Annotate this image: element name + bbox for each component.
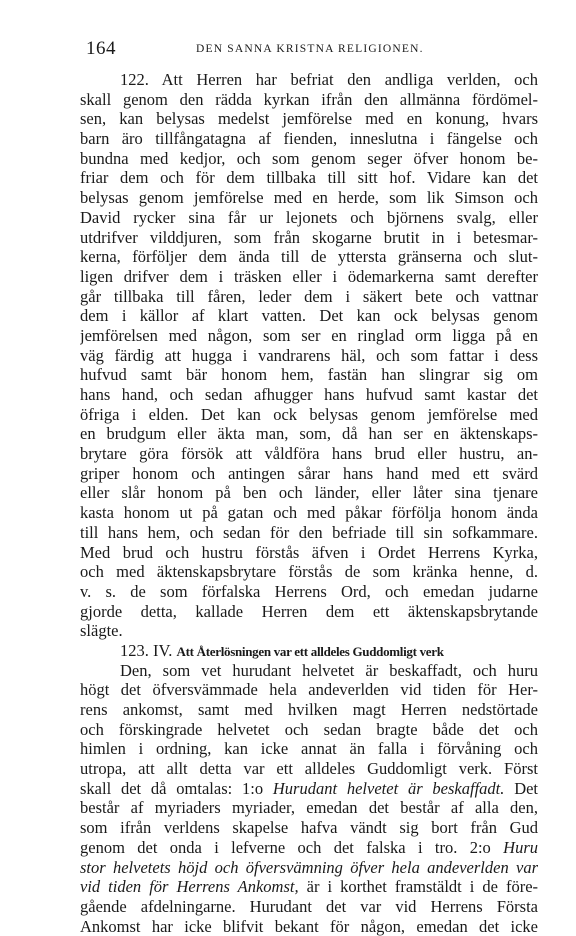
text-line: Den, som vet hurudant helvetet är beskaffadt, och huru	[120, 660, 538, 680]
text-line: gjorde detta, kallade Herren dem ett äktenskapsbrytande	[80, 601, 538, 621]
text-line	[80, 779, 538, 799]
running-head: DEN SANNA KRISTNA RELIGIONEN.	[196, 43, 424, 55]
text-line: och med äktenskapsbrytare förstås de som kränka henne, d.	[80, 562, 538, 582]
text-line: utropa, att allt detta var ett alldeles Guddomligt verk. Först	[80, 759, 538, 779]
italic-run: Hurudant helvetet är beskaffadt.	[272, 778, 505, 798]
italic-run: Huru	[503, 837, 538, 857]
text-line: belysas genom jemförelse med en herde, som lik Simson och	[80, 188, 538, 208]
text-line: och förskingrade helvetet och sedan bragte både det och	[80, 719, 538, 739]
text-line	[80, 858, 538, 878]
text-line: väg färdig att hugga i vandrarens häl, och som fattar i dess	[80, 345, 538, 365]
italic-run: vid tiden för Herrens Ankomst,	[80, 877, 299, 897]
text-run: genom det onda i lefverne och det falska i tro. 2:o	[80, 837, 491, 857]
page-number: 164	[86, 38, 116, 59]
text-line: dem i källor af klart vatten. Det kan ock belysas genom	[80, 306, 538, 326]
text-line: hufvud samt bär honom hem, fastän han slingrar sig om	[80, 365, 538, 385]
text-line: brytare göra försök att våldföra hans brud eller hustru, an-	[80, 444, 538, 464]
text-line: slägte.	[80, 621, 123, 641]
text-line: David rycker sina får ur lejonets och björnens svalg, eller	[80, 207, 538, 227]
text-run: skall det då omtalas: 1:o	[80, 778, 264, 798]
text-line: kerna, förföljer dem ända till de yttersta gränserna och slut-	[80, 247, 538, 267]
text-line: jemförelsen med någon, som ser en ringlad orm ligga på en	[80, 325, 538, 345]
italic-run: stor helvetets höjd och öfversvämning öfver hela andeverlden var	[80, 857, 538, 877]
text-line: rens ankomst, samt med hvilken magt Herren nedstörtade	[80, 700, 538, 719]
text-line: barn äro tillfångatagna af fienden, inneslutna i fängelse och	[80, 129, 538, 149]
section-122	[80, 70, 538, 641]
text-line: Ankomst har icke blifvit bekant för någon, emedan det icke	[80, 916, 538, 936]
section-number: 123. IV.	[120, 640, 173, 660]
text-line: till hans hem, och sedan för den befriade till sin sofkammare.	[80, 522, 538, 542]
text-run: Det	[514, 778, 538, 798]
text-line: kasta honom ut på gatan och med påkar förfölja honom ända	[80, 503, 538, 523]
text-line: v. s. de som förfalska Herrens Ord, och emedan judarne	[80, 581, 538, 601]
body-text	[80, 70, 538, 936]
page-header	[86, 38, 536, 62]
section-title: Att Återlösningen var ett alldeles Guddomligt verk	[176, 643, 444, 659]
text-line: går tillbaka till fåren, leder dem i säkert bete och vattnar	[80, 286, 538, 306]
text-line: bundna med kedjor, och som genom seger öfver honom be-	[80, 148, 538, 168]
text-line	[80, 877, 538, 897]
text-line: Med brud och hustru förstås äfven i Ordet Herrens Kyrka,	[80, 542, 538, 562]
text-line: griper honom och antingen sårar hans hand med ett svärd	[80, 463, 538, 483]
text-line: friar dem och för dem tillbaka till sitt hof. Vidare kan det	[80, 168, 538, 188]
text-line: gående afdelningarne. Hurudant det var vid Herrens Första	[80, 896, 538, 916]
text-line: högt det öfversvämmade hela andeverlden vid tiden för Her-	[80, 680, 538, 700]
text-line: 122. Att Herren har befriat den andliga verlden, och	[120, 70, 538, 89]
text-line	[80, 838, 538, 858]
section-123	[80, 641, 538, 936]
text-run: är i korthet framstäldt i de före-	[306, 877, 538, 897]
section-heading	[80, 641, 538, 661]
text-line: hans hand, och sedan afhugger hans hufvud samt kastar det	[80, 385, 538, 404]
text-line: en brudgum eller äkta man, som, då han ser en äktenskaps-	[80, 424, 538, 444]
text-line: skall genom den rädda kyrkan ifrån den allmänna fördömel-	[80, 89, 538, 109]
text-line: som ifrån verldens skapelse hafva vändt sig bort från Gud	[80, 818, 538, 838]
text-line: ligen drifver dem i träsken eller i ödemarkerna samt derefter	[80, 266, 538, 286]
text-line: utdrifver vilddjuren, som från skogarne brutit in i betesmar-	[80, 227, 538, 247]
text-line: öfriga i elden. Det kan ock belysas genom jemförelse med	[80, 404, 538, 424]
text-line: består af myriaders myriader, emedan det består af alla den,	[80, 798, 538, 818]
text-line: eller slår honom på ben och länder, eller låter sina tjenare	[80, 483, 538, 503]
text-line: himlen i ordning, kan icke annat än falla i förvåning och	[80, 739, 538, 759]
text-line: sen, kan belysas medelst jemförelse med en konung, hvars	[80, 109, 538, 129]
